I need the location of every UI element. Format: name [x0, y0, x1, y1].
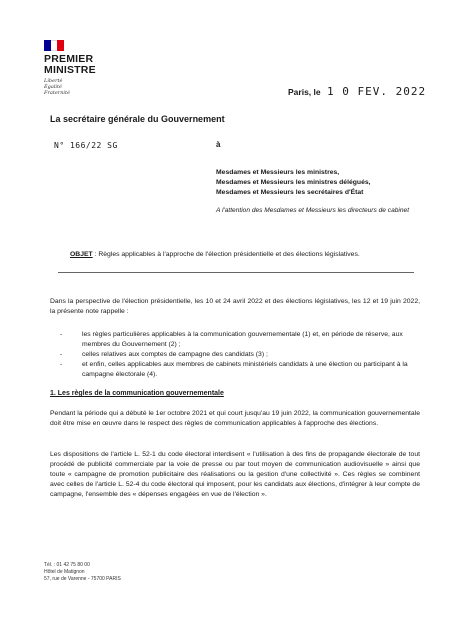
footer-address	[44, 562, 121, 583]
recipient-line: Mesdames et Messieurs les ministres,	[216, 169, 340, 176]
recipient-line: Mesdames et Messieurs les ministres délégués,	[216, 179, 371, 186]
recipients	[216, 168, 371, 198]
motto-egalite: Égalité	[44, 84, 62, 90]
footer-street: 57, rue de Varenne - 75700 PARIS	[44, 576, 121, 582]
sender: La secrétaire générale du Gouvernement	[50, 114, 225, 124]
objet-text: : Règles applicables à l'approche de l'élection présidentielle et des élections législatives.	[92, 251, 360, 258]
marianne-flag-icon	[44, 40, 64, 51]
logo-line-1: PREMIER	[44, 53, 94, 65]
paragraph-1: Pendant la période qui a débuté le 1er octobre 2021 et qui court jusqu'au 19 juin 2022, la communication gouvernementale doit être mise en œuvre dans le respect des règles de communication applicables à l'approche des élections.	[50, 410, 420, 427]
objet-label: OBJET	[70, 251, 93, 258]
bullet-list	[60, 330, 420, 380]
list-item: - les règles particulières applicables à la communication gouvernementale (1) et, en période de réserve, aux membres du Gouvernement (2) ;	[60, 330, 420, 350]
section-1-title: 1. Les règles de la communication gouvernementale	[50, 390, 224, 397]
motto-liberte: Liberté	[44, 78, 63, 84]
list-item: - et enfin, celles applicables aux membres de cabinets ministériels candidats à une élection ou participant à la campagne électorale (4).	[60, 360, 420, 380]
attention-line: A l'attention des Mesdames et Messieurs les directeurs de cabinet	[216, 207, 410, 214]
to-label: à	[216, 140, 221, 149]
flag-blue	[44, 40, 51, 51]
flag-white	[51, 40, 58, 51]
objet-divider	[58, 272, 414, 273]
footer-phone: Tél. : 01 42 75 80 00	[44, 562, 90, 568]
footer-building: Hôtel de Matignon	[44, 569, 85, 575]
date-prefix: Paris, le	[288, 87, 321, 97]
logo-line-2: MINISTRE	[44, 64, 96, 76]
paragraph-2: Les dispositions de l'article L. 52-1 du code électoral interdisent « l'utilisation à des fins de propagande électorale de tout procédé de publicité commerciale par la voie de presse ou par tout moyen de communication audiovisuelle » ainsi que toute « campagne de promotion publicitaire des réalisations ou la gestion d'une collectivité ». Ces règles se combinent avec celles de l'article L. 52-4 du code électoral qui imposent, pour les candidats aux élections, d'intégrer à leur compte de campagne, l'ensemble des « dépenses engagées en vue de l'élection ».	[50, 451, 420, 498]
date-stamp: 1 0 FEV. 2022	[326, 85, 427, 98]
intro-paragraph: Dans la perspective de l'élection présidentielle, les 10 et 24 avril 2022 et des élections législatives, les 12 et 19 juin 2022, la présente note rappelle :	[50, 298, 420, 315]
logo-title	[44, 54, 96, 76]
objet	[70, 250, 430, 260]
flag-red	[57, 40, 64, 51]
recipient-line: Mesdames et Messieurs les secrétaires d'État	[216, 189, 364, 196]
list-item: - celles relatives aux comptes de campagne des candidats (3) ;	[60, 350, 420, 360]
date-line	[288, 85, 426, 98]
motto	[44, 78, 70, 96]
motto-fraternite: Fraternité	[44, 90, 70, 96]
reference-number: N° 166/22 SG	[54, 141, 118, 150]
